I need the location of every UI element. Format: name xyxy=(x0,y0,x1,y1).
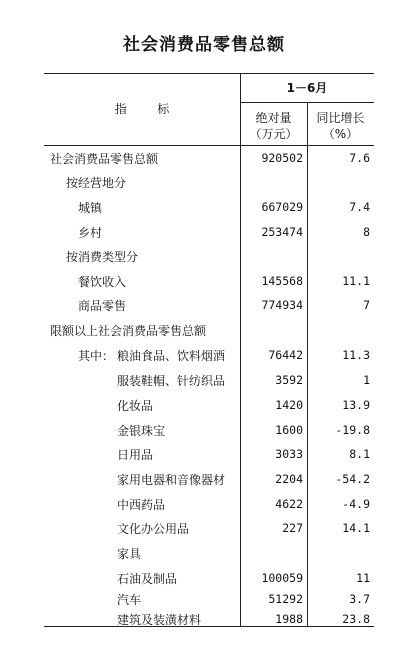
row-abs-value: 667029 xyxy=(261,200,303,214)
row-label: 日用品 xyxy=(117,448,154,462)
yoy-header-line1: 同比增长 xyxy=(316,111,365,125)
row-yoy-value: 7 xyxy=(363,298,370,312)
row-label: 石油及制品 xyxy=(117,572,178,586)
value-column-divider xyxy=(307,102,308,626)
row-label: 家用电器和音像器材 xyxy=(117,473,226,487)
row-label: 按消费类型分 xyxy=(66,250,139,264)
period-header: 1－6月 xyxy=(286,81,328,95)
table-title: 社会消费品零售总额 xyxy=(123,35,285,55)
row-label: 汽车 xyxy=(117,593,142,607)
row-label: 粮油食品、饮料烟酒 xyxy=(117,349,226,363)
row-label: 限额以上社会消费品零售总额 xyxy=(50,324,207,338)
row-abs-value: 100059 xyxy=(261,571,303,585)
row-yoy-value: 13.9 xyxy=(342,398,370,412)
row-yoy-value: -19.8 xyxy=(335,423,370,437)
row-label: 家具 xyxy=(117,547,142,561)
row-abs-value: 1420 xyxy=(275,398,303,412)
row-yoy-value: 11.3 xyxy=(342,348,370,362)
row-yoy-value: 11 xyxy=(356,571,370,585)
row-yoy-value: 23.8 xyxy=(342,612,370,626)
row-yoy-value: 3.7 xyxy=(349,592,370,606)
indicator-header: 指 标 xyxy=(114,102,170,116)
row-abs-value: 145568 xyxy=(261,274,303,288)
row-prefix: 其中： xyxy=(78,349,115,363)
row-abs-value: 1600 xyxy=(275,423,303,437)
row-label: 城镇 xyxy=(78,201,103,215)
row-label: 建筑及装潢材料 xyxy=(117,613,202,627)
row-yoy-value: 8.1 xyxy=(349,447,370,461)
row-abs-value: 227 xyxy=(282,521,303,535)
row-yoy-value: 11.1 xyxy=(342,274,370,288)
abs-header-line1: 绝对量 xyxy=(255,111,292,125)
row-yoy-value: 7.6 xyxy=(349,151,370,165)
row-yoy-value: 7.4 xyxy=(349,200,370,214)
row-abs-value: 3592 xyxy=(275,373,303,387)
row-abs-value: 253474 xyxy=(261,225,303,239)
row-abs-value: 4622 xyxy=(275,497,303,511)
row-yoy-value: -4.9 xyxy=(342,497,370,511)
row-label: 乡村 xyxy=(78,226,103,240)
row-label: 服装鞋帽、针纺织品 xyxy=(117,374,226,388)
row-label: 文化办公用品 xyxy=(117,522,190,536)
row-label: 餐饮收入 xyxy=(78,275,127,289)
row-label: 按经营地分 xyxy=(66,176,127,190)
row-yoy-value: 8 xyxy=(363,225,370,239)
yoy-header-line2: （%） xyxy=(322,127,359,141)
row-yoy-value: -54.2 xyxy=(335,472,370,486)
row-label: 商品零售 xyxy=(78,299,127,313)
abs-header-line2: （万元） xyxy=(249,127,298,141)
row-abs-value: 3033 xyxy=(275,447,303,461)
row-abs-value: 51292 xyxy=(268,592,303,606)
row-abs-value: 920502 xyxy=(261,151,303,165)
row-label: 中西药品 xyxy=(117,498,166,512)
header-bottom-rule xyxy=(44,145,374,146)
row-yoy-value: 1 xyxy=(363,373,370,387)
table-top-rule xyxy=(44,73,374,74)
row-label: 金银珠宝 xyxy=(117,424,166,438)
table-bottom-rule xyxy=(44,626,374,627)
row-abs-value: 1988 xyxy=(275,612,303,626)
row-label: 社会消费品零售总额 xyxy=(50,152,159,166)
row-abs-value: 774934 xyxy=(261,298,303,312)
row-abs-value: 2204 xyxy=(275,472,303,486)
row-label: 化妆品 xyxy=(117,399,154,413)
row-abs-value: 76442 xyxy=(268,348,303,362)
row-yoy-value: 14.1 xyxy=(342,521,370,535)
